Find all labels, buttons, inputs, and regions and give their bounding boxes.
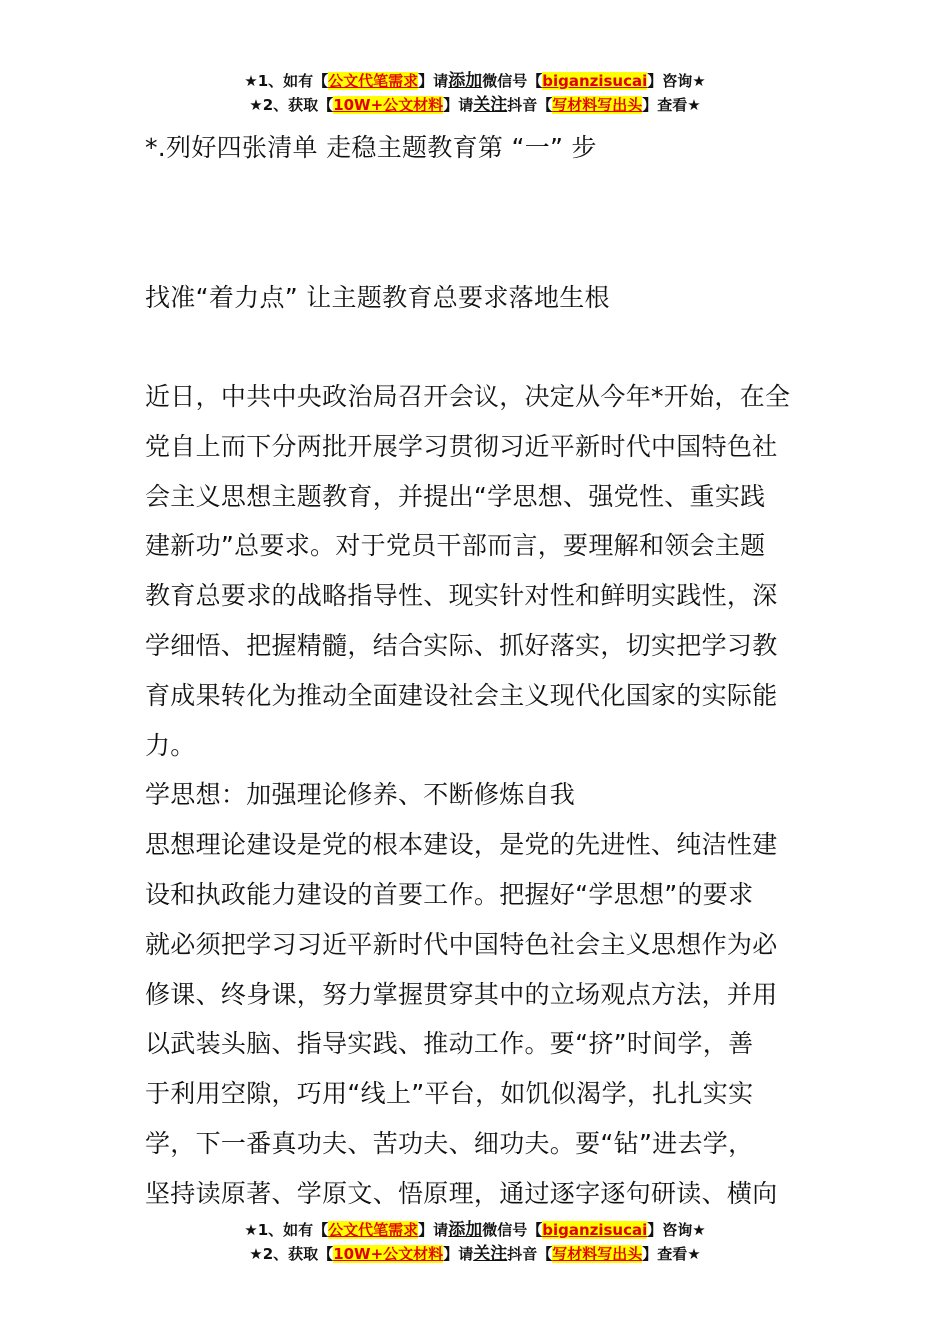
text: 】请 <box>443 1245 474 1263</box>
text: 添加 <box>448 71 483 91</box>
banner-line-1 <box>0 1218 950 1242</box>
text: 抖音【 <box>507 1245 553 1263</box>
text: 微信号【 <box>482 72 543 90</box>
body-line: 会主义思想主题教育，并提出“学思想、强党性、重实践 <box>145 481 766 511</box>
document-title: *.列好四张清单 走稳主题教育第 “一” 步 <box>145 133 597 162</box>
body-line: 坚持读原著、学原文、悟原理，通过逐字逐句研读、横向 <box>145 1178 778 1208</box>
body-line: 建新功”总要求。对于党员干部而言，要理解和领会主题 <box>145 531 766 561</box>
banner-line-1 <box>0 69 950 93</box>
highlight: 公文代笔需求 <box>328 72 419 90</box>
body-line: 党自上而下分两批开展学习贯彻习近平新时代中国特色社 <box>145 431 778 461</box>
highlight: 10W+公文材料 <box>333 96 444 114</box>
body-line: 育成果转化为推动全面建设社会主义现代化国家的实际能 <box>145 680 778 710</box>
body-line: 学，下一番真功夫、苦功夫、细功夫。要“钻”进去学， <box>145 1129 754 1158</box>
text: 添加 <box>448 1220 483 1240</box>
body-line: 以武装头脑、指导实践、推动工作。要“挤”时间学，善 <box>145 1029 754 1059</box>
highlight: 10W+公文材料 <box>333 1245 444 1263</box>
body-line: 就必须把学习习近平新时代中国特色社会主义思想作为必 <box>145 929 778 959</box>
text: 】咨询★ <box>647 1221 706 1239</box>
text: 】请 <box>418 72 449 90</box>
text: 】查看★ <box>642 1245 701 1263</box>
wechat-id: biganzisucai <box>542 72 648 90</box>
wechat-id: biganzisucai <box>542 1221 648 1239</box>
body-line: 近日，中共中央政治局召开会议，决定从今年*开始，在全 <box>145 382 791 411</box>
body-line: 设和执政能力建设的首要工作。把握好“学思想”的要求 <box>145 880 754 909</box>
body-line: 学细悟、把握精髓，结合实际、抓好落实，切实把学习教 <box>145 631 778 660</box>
highlight: 写材料写出头 <box>552 96 643 114</box>
body-line: 于利用空隙，巧用“线上”平台，如饥似渴学，扎扎实实 <box>145 1079 754 1109</box>
body-line: 思想理论建设是党的根本建设，是党的先进性、纯洁性建 <box>145 830 778 860</box>
text: 】请 <box>418 1221 449 1239</box>
text: 】咨询★ <box>647 72 706 90</box>
text: 关注 <box>473 95 508 115</box>
subtitle: 找准“着力点” 让主题教育总要求落地生根 <box>145 283 610 312</box>
text: 】请 <box>443 96 474 114</box>
body-line: 力。 <box>145 730 196 760</box>
banner-line-2 <box>0 93 950 117</box>
header-banner <box>0 69 950 117</box>
text: 】查看★ <box>642 96 701 114</box>
text: ★2、获取【 <box>249 96 334 114</box>
highlight: 公文代笔需求 <box>328 1221 419 1239</box>
text: 微信号【 <box>482 1221 543 1239</box>
text: ★2、获取【 <box>249 1245 334 1263</box>
text: 关注 <box>473 1244 508 1264</box>
body-line: 修课、终身课，努力掌握贯穿其中的立场观点方法，并用 <box>145 979 778 1009</box>
footer-banner <box>0 1218 950 1266</box>
text: ★1、如有【 <box>244 1221 329 1239</box>
text: ★1、如有【 <box>244 72 329 90</box>
body-line: 教育总要求的战略指导性、现实针对性和鲜明实践性，深 <box>145 581 778 611</box>
section-heading: 学思想：加强理论修养、不断修炼自我 <box>145 780 576 810</box>
banner-line-2 <box>0 1242 950 1266</box>
text: 抖音【 <box>507 96 553 114</box>
highlight: 写材料写出头 <box>552 1245 643 1263</box>
